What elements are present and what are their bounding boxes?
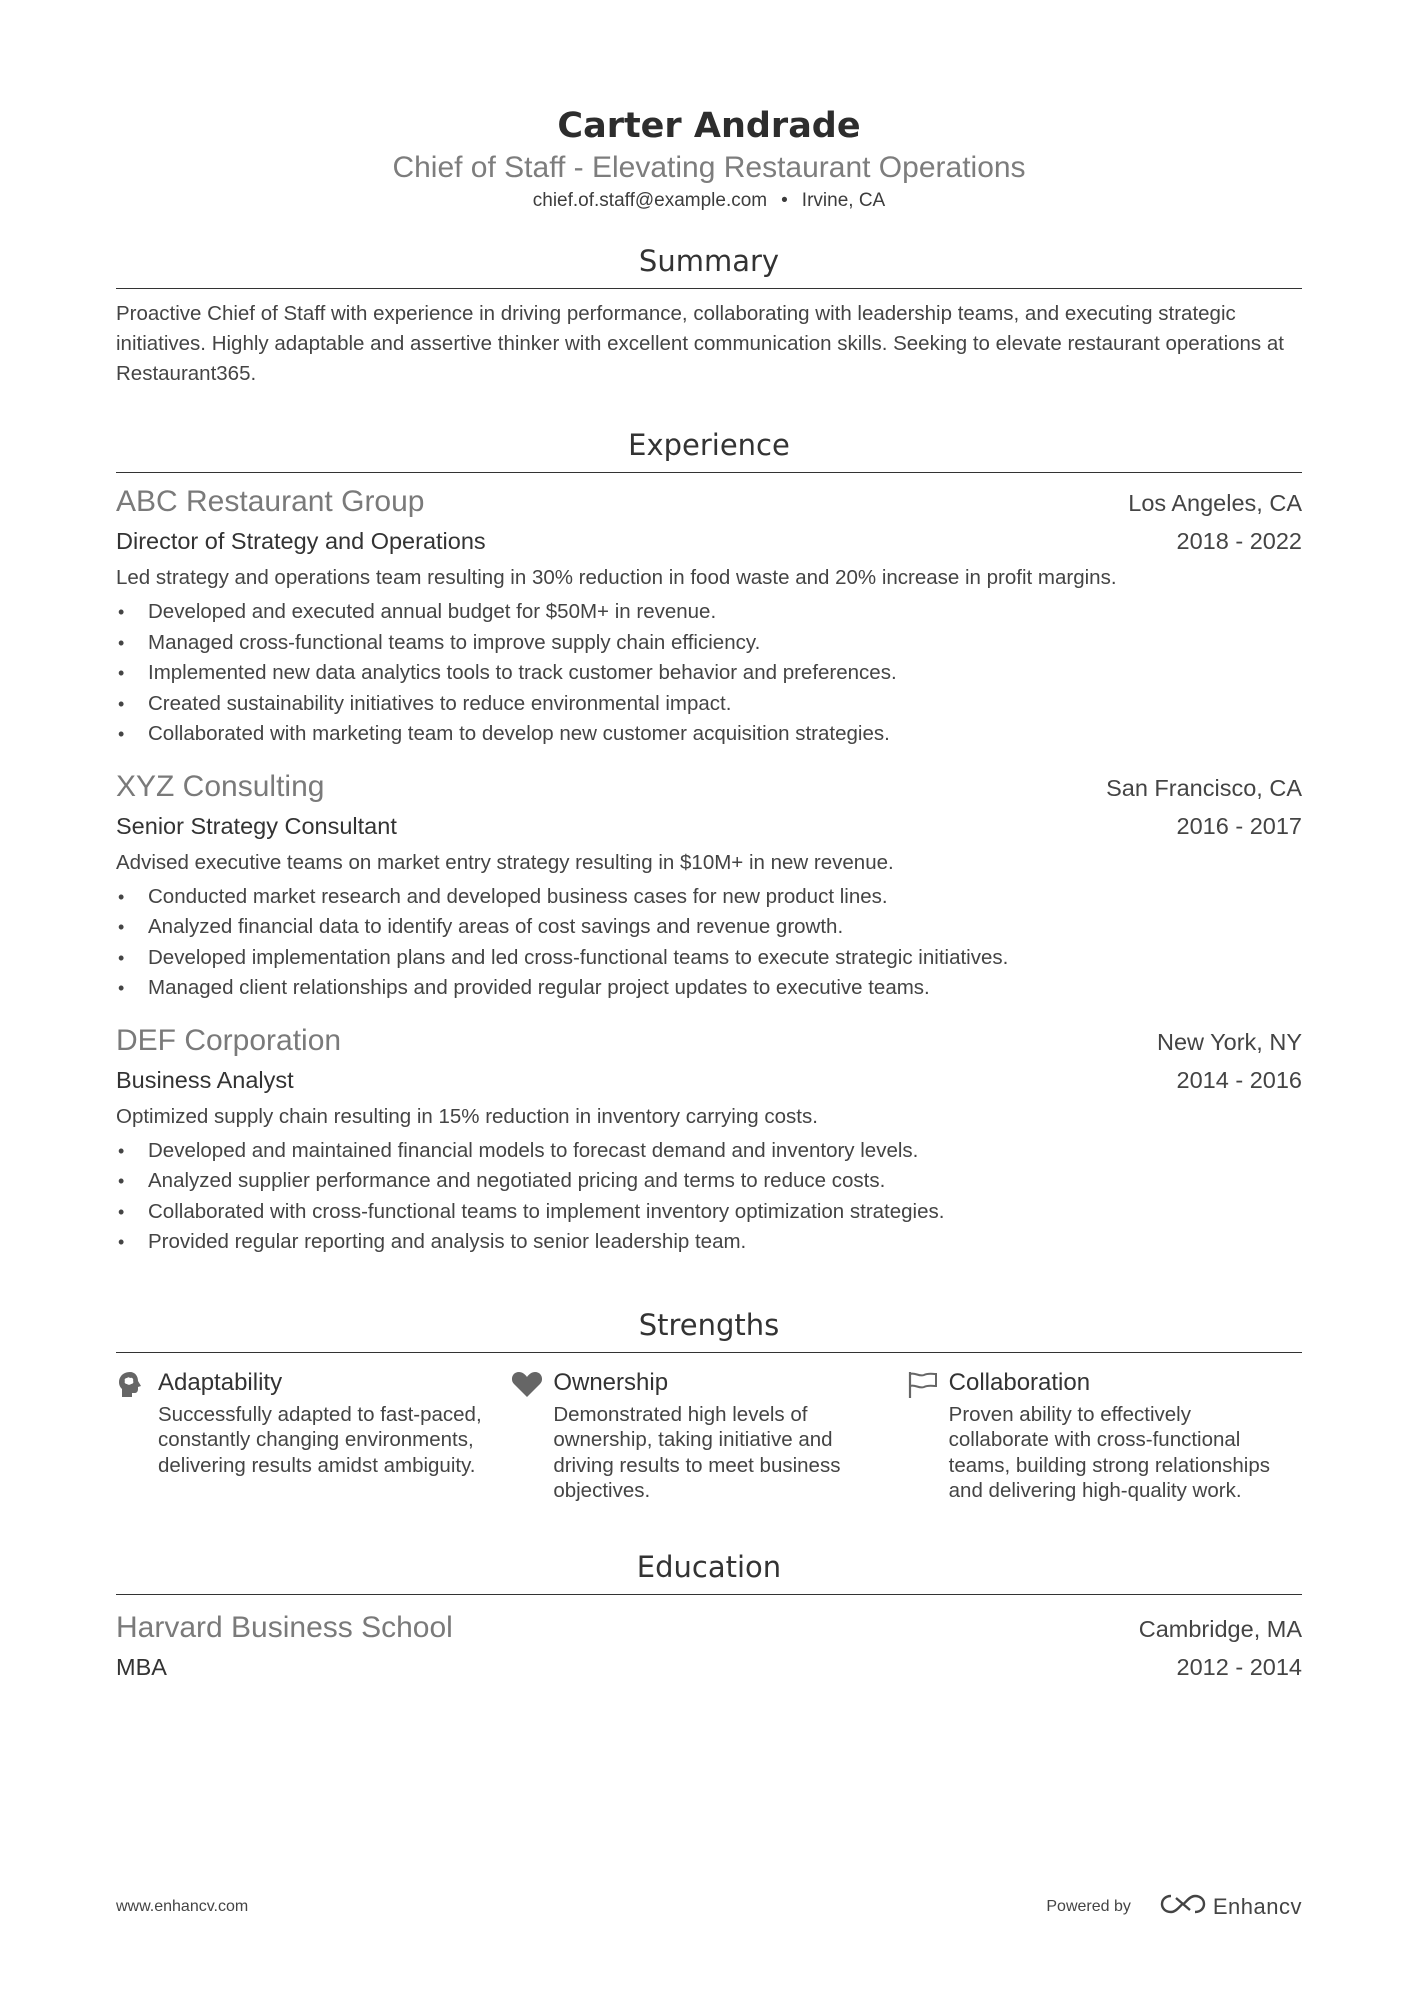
summary-section [116, 242, 1302, 389]
job-bullet: • Created sustainability initiatives to reduce environmental impact. [116, 689, 1302, 720]
strength-item [116, 1367, 511, 1504]
job-bullet: • Collaborated with marketing team to develop new customer acquisition strategies. [116, 719, 1302, 750]
candidate-location: Irvine, CA [801, 190, 886, 211]
job-bullets [116, 1136, 1302, 1258]
enhancv-logo-icon [1159, 1892, 1207, 1921]
summary-text: Proactive Chief of Staff with experience in driving performance, collaborating with leadership teams, and executing strategic initiatives. Highly adaptable and assertive thinker with excellent communication skills. Seeking to elevate restaurant operations at Restaurant365. [116, 302, 1284, 385]
strength-item [511, 1367, 906, 1504]
strength-item [907, 1367, 1302, 1504]
education-location: Cambridge, MA [1138, 1615, 1302, 1642]
job-location: San Francisco, CA [1106, 774, 1302, 801]
powered-by [1046, 1892, 1302, 1921]
job-bullet: • Provided regular reporting and analysis to senior leadership team. [116, 1227, 1302, 1258]
email-link[interactable]: chief.of.staff@example.com [532, 190, 768, 211]
experience-section [116, 426, 1302, 1258]
education-title: Education [116, 1548, 1302, 1595]
strengths-grid [116, 1367, 1302, 1504]
job-bullet: • Collaborated with cross-functional teams to implement inventory optimization strategies. [116, 1197, 1302, 1228]
education-entry [116, 1608, 1302, 1685]
job-bullet: • Conducted market research and developed business cases for new product lines. [116, 882, 1302, 913]
strength-description: Successfully adapted to fast-paced, constantly changing environments, delivering results amidst ambiguity. [158, 1402, 482, 1477]
strength-title: Collaboration [948, 1368, 1091, 1396]
strengths-title: Strengths [116, 1306, 1302, 1353]
strength-title: Ownership [553, 1368, 669, 1396]
brand-name: Enhancv [1212, 1893, 1302, 1919]
candidate-headline: Chief of Staff - Elevating Restaurant Operations [392, 151, 1026, 184]
education-school: Harvard Business School [116, 1610, 453, 1644]
job-company: ABC Restaurant Group [116, 485, 425, 518]
job-role: Senior Strategy Consultant [116, 812, 397, 839]
strengths-section [116, 1306, 1302, 1504]
job-description: Led strategy and operations team resulting in 30% reduction in food waste and 20% increase in profit margins. [116, 566, 1117, 589]
job-entry [116, 1021, 1302, 1258]
strength-description: Proven ability to effectively collaborate with cross-functional teams, building strong relationships and delivering high-quality work. [948, 1402, 1270, 1502]
job-company: DEF Corporation [116, 1023, 342, 1057]
education-dates: 2012 - 2014 [1176, 1653, 1302, 1680]
job-bullet: • Developed and executed annual budget for $50M+ in revenue. [116, 597, 1302, 628]
job-bullet: • Managed cross-functional teams to improve supply chain efficiency. [116, 628, 1302, 659]
page-footer [116, 1892, 1302, 1921]
job-bullet: • Developed and maintained financial models to forecast demand and inventory levels. [116, 1136, 1302, 1167]
resume-page [116, 0, 1302, 1685]
summary-title: Summary [116, 242, 1302, 289]
powered-by-label: Powered by [1046, 1897, 1131, 1915]
job-role: Director of Strategy and Operations [116, 528, 486, 554]
job-bullet: • Developed implementation plans and led cross-functional teams to execute strategic initiatives. [116, 943, 1302, 974]
job-bullet: • Implemented new data analytics tools to track customer behavior and preferences. [116, 658, 1302, 689]
job-bullet: • Analyzed financial data to identify areas of cost savings and revenue growth. [116, 912, 1302, 943]
flag-icon [907, 1367, 949, 1504]
job-bullet: • Analyzed supplier performance and negotiated pricing and terms to reduce costs. [116, 1166, 1302, 1197]
job-bullets [116, 597, 1302, 750]
education-degree: MBA [116, 1653, 167, 1680]
job-entry [116, 767, 1302, 1004]
resume-header [116, 104, 1302, 214]
experience-title: Experience [116, 426, 1302, 473]
job-description: Optimized supply chain resulting in 15% reduction in inventory carrying costs. [116, 1104, 818, 1128]
job-dates: 2018 - 2022 [1176, 528, 1302, 554]
contact-separator: • [781, 190, 788, 211]
job-dates: 2014 - 2016 [1176, 1066, 1302, 1093]
job-company: XYZ Consulting [116, 769, 325, 803]
job-role: Business Analyst [116, 1066, 294, 1093]
heart-icon [511, 1367, 553, 1504]
footer-website-link[interactable]: www.enhancv.com [116, 1897, 249, 1915]
job-entry [116, 482, 1302, 750]
education-section [116, 1548, 1302, 1685]
candidate-name: Carter Andrade [557, 106, 861, 146]
job-bullets [116, 882, 1302, 1004]
job-description: Advised executive teams on market entry strategy resulting in $10M+ in new revenue. [116, 850, 894, 874]
job-dates: 2016 - 2017 [1176, 812, 1302, 839]
job-location: Los Angeles, CA [1128, 490, 1302, 516]
job-bullet: • Managed client relationships and provided regular project updates to executive teams. [116, 973, 1302, 1004]
head-brain-icon [116, 1367, 158, 1504]
strength-description: Demonstrated high levels of ownership, taking initiative and driving results to meet business objectives. [553, 1402, 841, 1502]
strength-title: Adaptability [158, 1368, 283, 1396]
contact-line [116, 188, 1302, 214]
job-location: New York, NY [1157, 1028, 1302, 1055]
